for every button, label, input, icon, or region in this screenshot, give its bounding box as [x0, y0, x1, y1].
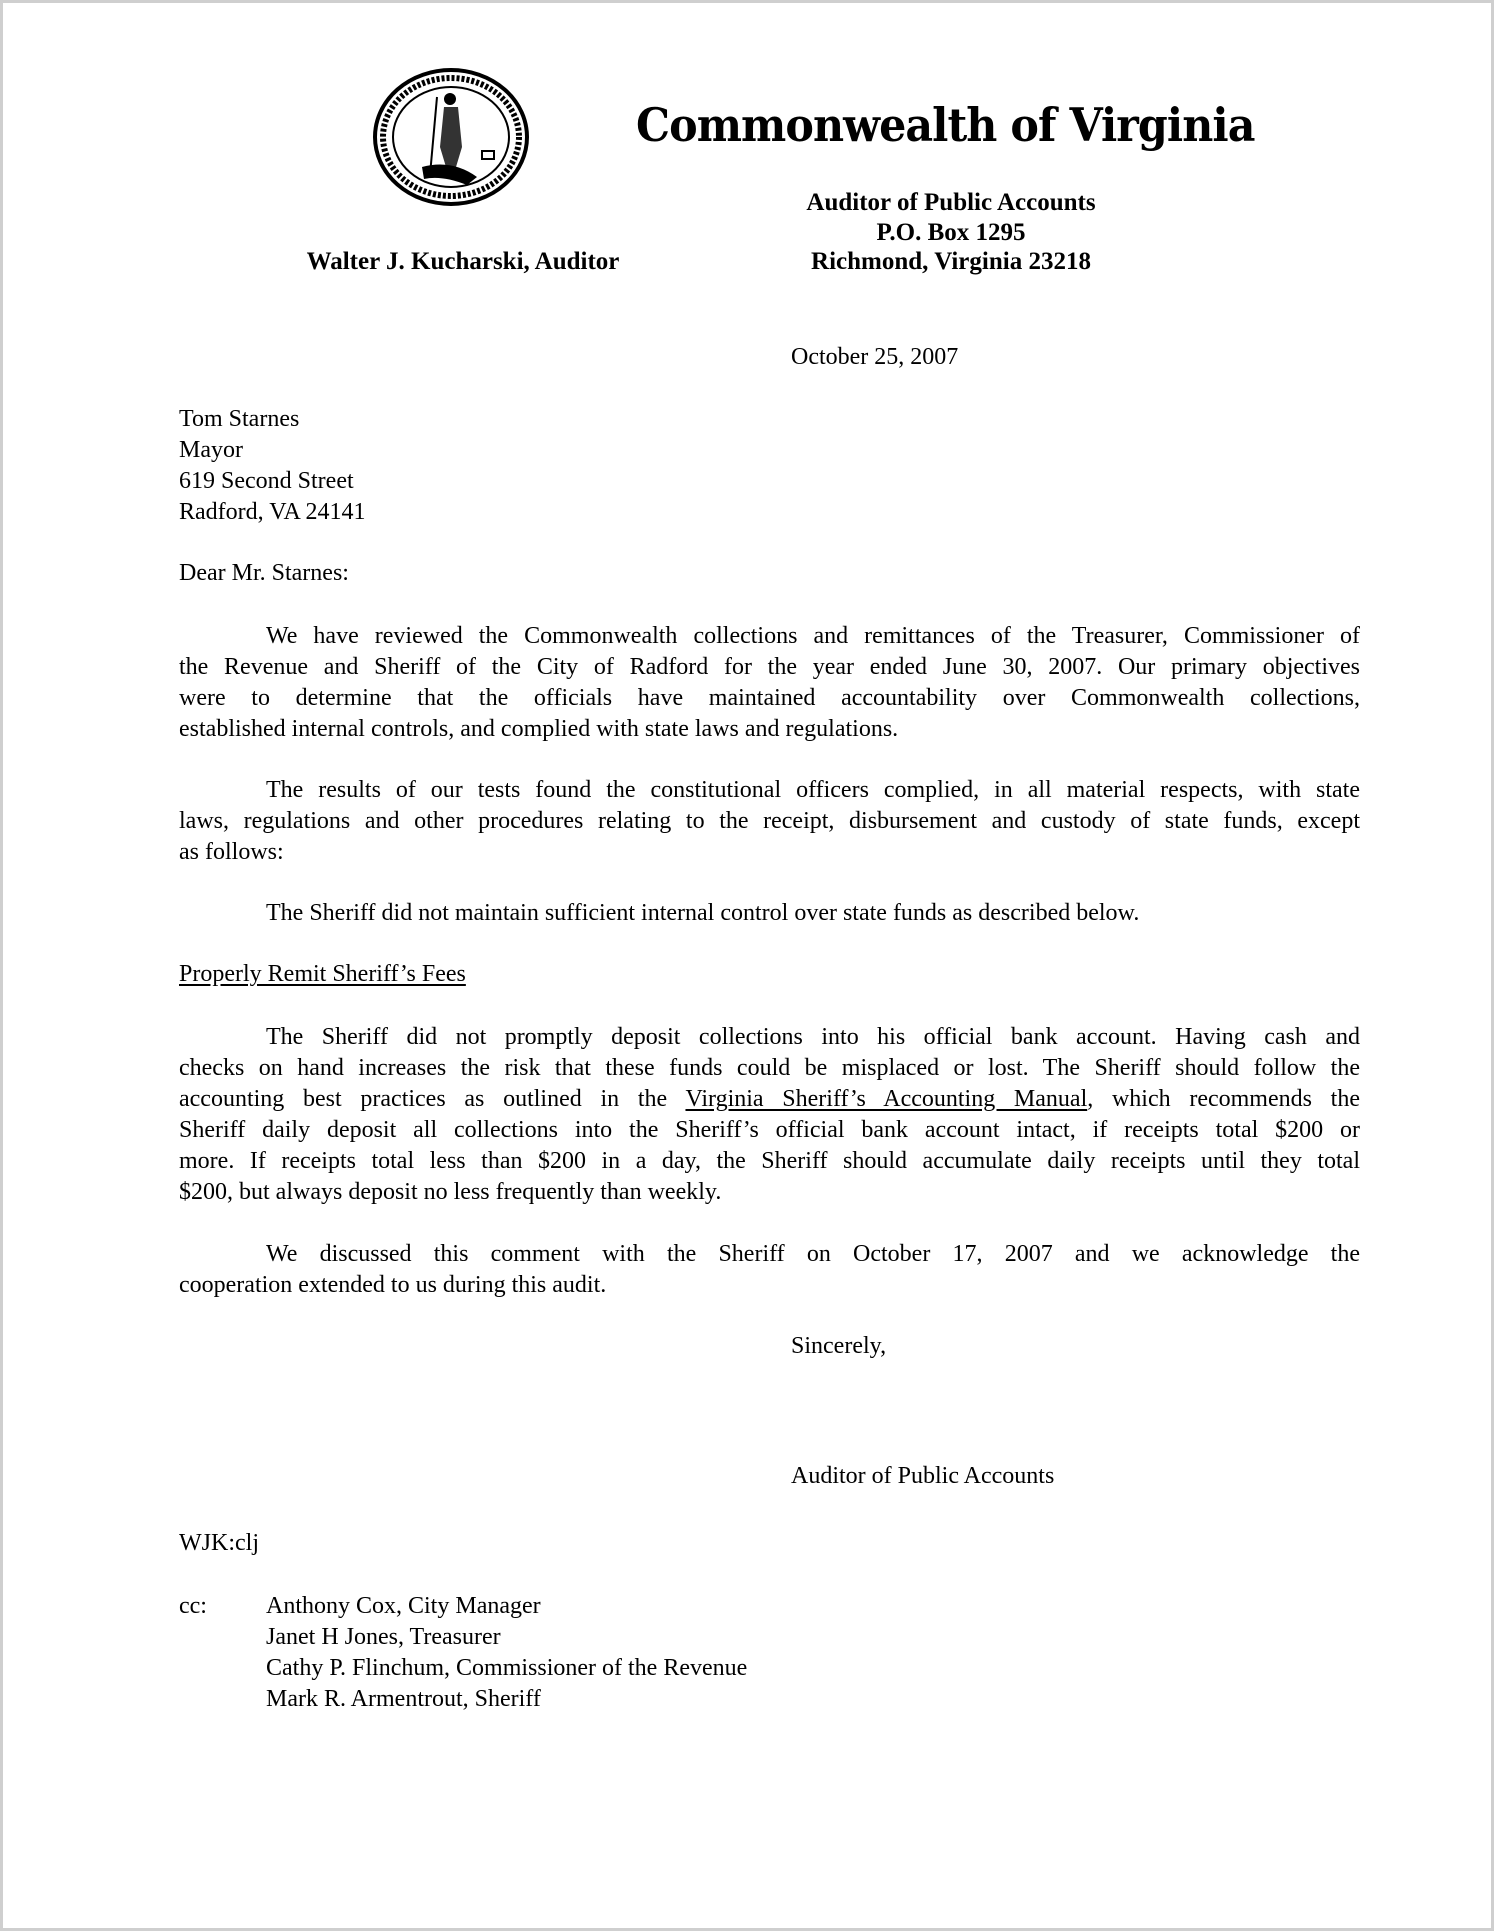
text-line: established internal controls, and complied with state laws and regulations. [179, 716, 899, 742]
letterhead-city: Richmond, Virginia 23218 [811, 248, 1091, 275]
text-line: Sheriff daily deposit all collections into the Sheriff’s official bank account intact, if receipts total $200 or [179, 1117, 1360, 1143]
text-line: checks on hand increases the risk that these funds could be misplaced or lost. The Sheriff should follow the [179, 1055, 1360, 1081]
paragraph-5 [179, 1239, 1360, 1301]
text-line: The Sheriff did not promptly deposit collections into his official bank account. Having cash and [266, 1024, 1360, 1050]
letterhead-title: Commonwealth of Virginia [636, 98, 1255, 152]
cc-item: Mark R. Armentrout, Sheriff [266, 1686, 541, 1712]
text-line: laws, regulations and other procedures relating to the receipt, disbursement and custody of state funds, except [179, 808, 1360, 834]
text-line: $200, but always deposit no less frequently than weekly. [179, 1179, 722, 1205]
recipient-address [179, 404, 365, 528]
text-line: were to determine that the officials have maintained accountability over Commonwealth collections, [179, 685, 1360, 711]
closing: Sincerely, [791, 1333, 887, 1359]
paragraph-1 [179, 621, 1360, 745]
letterhead-office: Auditor of Public Accounts [806, 189, 1096, 216]
salutation: Dear Mr. Starnes: [179, 560, 349, 586]
text-line: more. If receipts total less than $200 in a day, the Sheriff should accumulate daily receipts until they total [179, 1148, 1360, 1174]
text-line: cooperation extended to us during this audit. [179, 1272, 607, 1298]
recipient-city: Radford, VA 24141 [179, 499, 366, 525]
text-line: We have reviewed the Commonwealth collections and remittances of the Treasurer, Commissioner of [266, 623, 1360, 649]
cc-item: Janet H Jones, Treasurer [266, 1624, 501, 1650]
text-line: The results of our tests found the constitutional officers complied, in all material respects, with state [266, 777, 1360, 803]
text-segment: accounting best practices as outlined in the [179, 1086, 686, 1112]
text-line: The Sheriff did not maintain sufficient internal control over state funds as described below. [266, 900, 1140, 926]
cc-label: cc: [179, 1593, 207, 1619]
recipient-name: Tom Starnes [179, 406, 300, 432]
cc-list [266, 1591, 747, 1715]
text-line: We discussed this comment with the Sheriff on October 17, 2007 and we acknowledge the [266, 1241, 1360, 1267]
paragraph-2 [179, 775, 1360, 868]
virginia-seal-logo [372, 67, 530, 207]
recipient-street: 619 Second Street [179, 468, 354, 494]
paragraph-3 [179, 898, 1360, 929]
letter-date: October 25, 2007 [791, 344, 959, 370]
letterhead-auditor: Walter J. Kucharski, Auditor [306, 248, 620, 275]
signature: Auditor of Public Accounts [791, 1463, 1055, 1489]
cc-item: Cathy P. Flinchum, Commissioner of the Revenue [266, 1655, 748, 1681]
paragraph-4 [179, 1022, 1360, 1208]
manual-title: Virginia Sheriff’s Accounting Manual [685, 1086, 1088, 1112]
initials: WJK:clj [179, 1530, 259, 1556]
text-line: the Revenue and Sheriff of the City of Radford for the year ended June 30, 2007. Our primary objectives [179, 654, 1360, 680]
letterhead-po-box: P.O. Box 1295 [876, 219, 1026, 246]
section-heading: Properly Remit Sheriff’s Fees [179, 961, 466, 987]
text-line [179, 1084, 1360, 1115]
text-segment: , which recommends the [1087, 1086, 1360, 1112]
recipient-title: Mayor [179, 437, 243, 463]
text-line: as follows: [179, 839, 284, 865]
cc-item: Anthony Cox, City Manager [266, 1593, 541, 1619]
